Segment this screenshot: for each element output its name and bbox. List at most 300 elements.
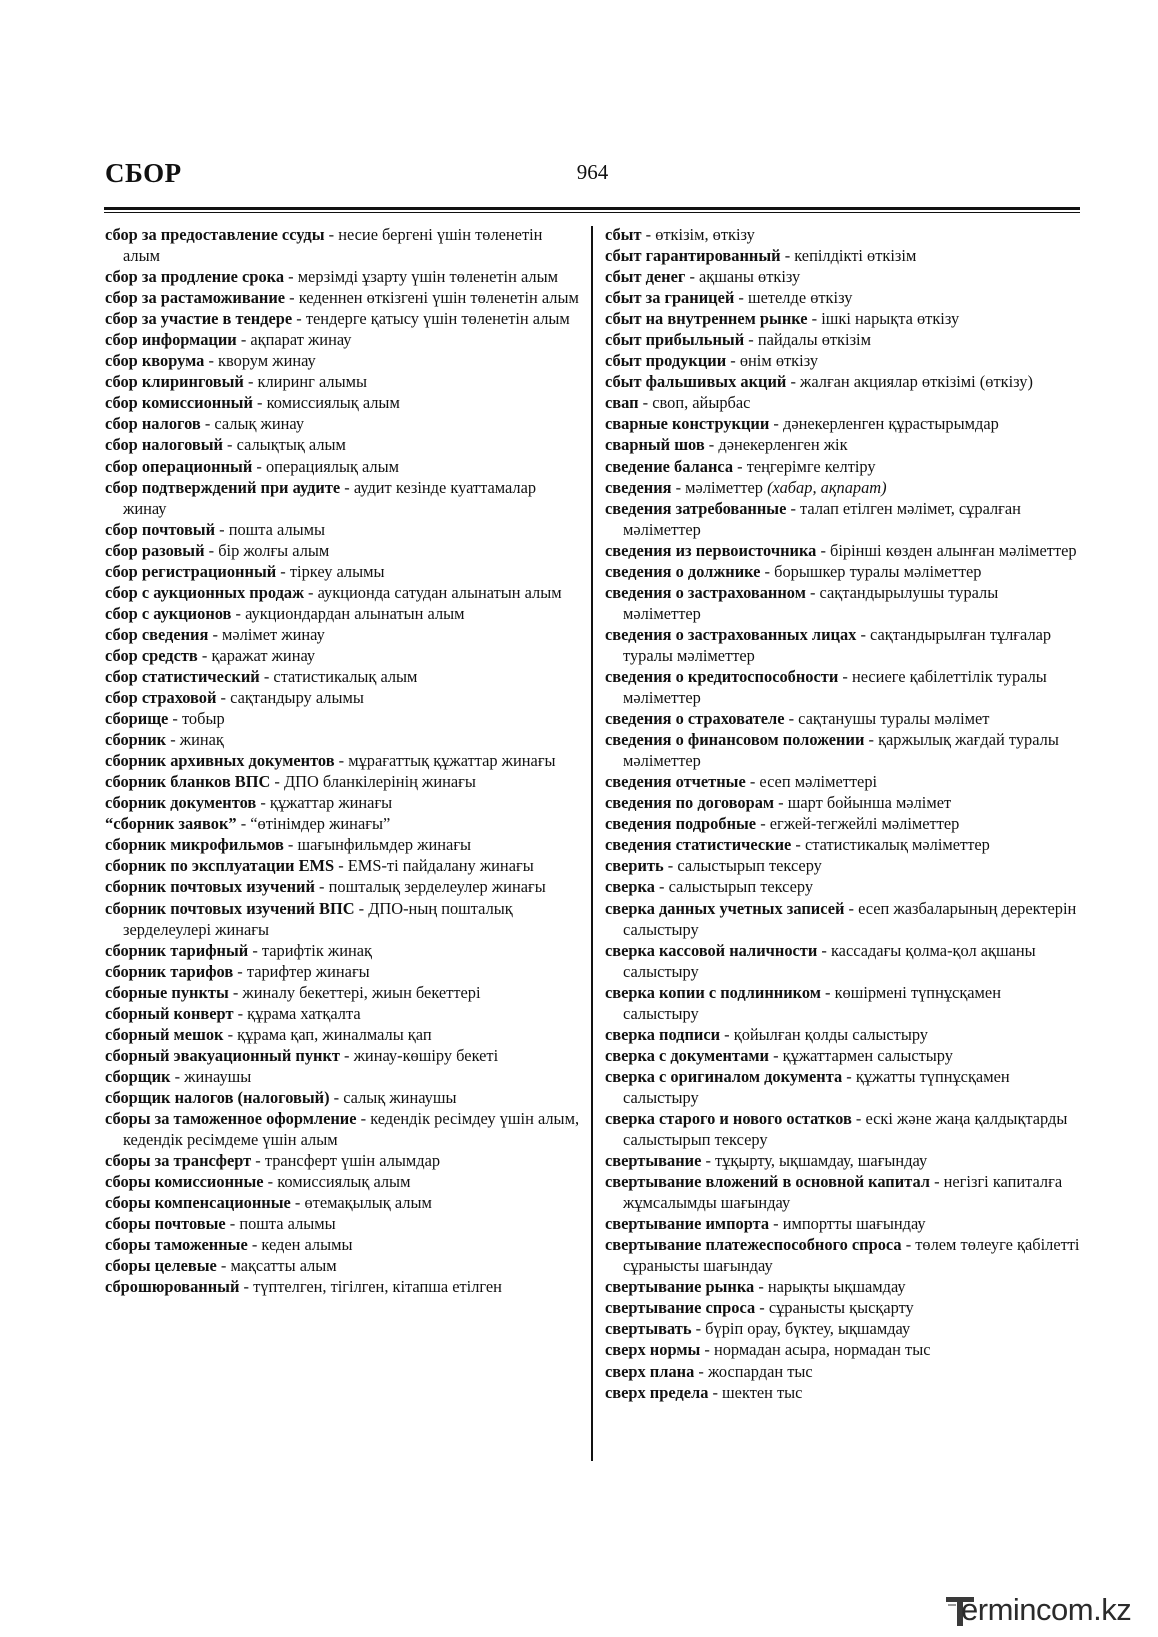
dictionary-entry: [105, 1276, 583, 1297]
entry-separator: -: [283, 835, 298, 855]
dictionary-entry: [105, 603, 583, 624]
entry-term: сборник тарифов: [105, 961, 234, 981]
dictionary-entry: [605, 1108, 1080, 1150]
entry-separator: -: [236, 330, 251, 350]
dictionary-entry: [105, 834, 583, 855]
entry-term: сбыт прибыльный: [605, 330, 745, 350]
entry-term: сведения: [605, 477, 672, 497]
entry-separator: -: [239, 1277, 254, 1297]
entry-definition: сақтанушы туралы мәлімет: [798, 709, 990, 729]
entry-term: сбор почтовый: [105, 519, 216, 539]
dictionary-entry: [605, 477, 1080, 498]
entry-term: сбор за растаможивание: [105, 288, 286, 308]
dictionary-entry: [605, 350, 1080, 371]
entry-term: сведения о финансовом положении: [605, 730, 865, 750]
dictionary-entry: [105, 540, 583, 561]
dictionary-entry: [605, 1297, 1080, 1318]
entry-separator: -: [734, 288, 748, 308]
dictionary-entry: [105, 1108, 583, 1150]
entry-separator: -: [744, 330, 758, 350]
entry-separator: -: [204, 540, 219, 560]
entry-term: сбор регистрационный: [105, 561, 277, 581]
entry-definition: кворум жинау: [218, 351, 316, 371]
entry-term: “сборник заявок”: [105, 814, 237, 834]
entry-term: сборы таможенные: [105, 1235, 248, 1255]
entry-separator: -: [838, 666, 852, 686]
entry-term: сбор подтверждений при аудите: [105, 477, 341, 497]
entry-term: сборные пункты: [105, 982, 229, 1002]
header-rule-thin: [104, 212, 1080, 213]
entry-separator: -: [216, 688, 231, 708]
entry-definition: құжаттармен салыстыру: [782, 1045, 953, 1065]
dictionary-entry: [105, 750, 583, 771]
dictionary-entry: [105, 1003, 583, 1024]
entry-term: сварный шов: [605, 435, 705, 455]
entry-definition: тұқырту, ықшамдау, шағындау: [715, 1151, 928, 1171]
entry-definition: құрама хатқалта: [247, 1003, 361, 1023]
page-number: 964: [576, 160, 609, 184]
entry-definition: төлем төлеуге қабілетті сұранысты шағындау: [623, 1235, 1080, 1276]
dictionary-entry: [605, 624, 1080, 666]
dictionary-entry: [105, 392, 583, 413]
entry-term: сбор с аукционов: [105, 603, 232, 623]
entry-term: сбор с аукционных продаж: [105, 582, 304, 602]
entry-term: сведения о застрахованном: [605, 582, 806, 602]
entry-separator: -: [204, 351, 219, 371]
entry-separator: -: [259, 666, 274, 686]
entry-separator: -: [851, 1108, 866, 1128]
entry-definition: пошта алымы: [228, 519, 326, 539]
dictionary-entry: [105, 624, 583, 645]
entry-term: сверка подписи: [605, 1024, 721, 1044]
entry-term: сбор сведения: [105, 624, 209, 644]
entry-separator: -: [233, 1003, 248, 1023]
entry-separator: -: [691, 1319, 706, 1339]
dictionary-entry: [105, 666, 583, 687]
entry-definition: трансферт үшін алымдар: [264, 1151, 441, 1171]
entry-term: сборник микрофильмов: [105, 835, 284, 855]
entry-separator: -: [929, 1172, 944, 1192]
entry-separator: -: [314, 877, 329, 897]
entry-separator: -: [654, 877, 669, 897]
entry-separator: -: [807, 309, 822, 329]
entry-term: сборище: [105, 709, 169, 729]
entry-term: сборник архивных документов: [105, 751, 335, 771]
dictionary-entry: [105, 413, 583, 434]
entry-definition: пошталық зерделеулер жинағы: [328, 877, 546, 897]
entry-definition: ішкі нарықта өткізу: [821, 309, 960, 329]
entry-separator: -: [820, 982, 835, 1002]
entry-definition: ақпарат жинау: [250, 330, 352, 350]
dictionary-entry: [105, 1024, 583, 1045]
entry-separator: -: [200, 414, 215, 434]
entry-separator: -: [225, 1214, 240, 1234]
entry-separator: -: [208, 624, 223, 644]
dictionary-entry: [105, 371, 583, 392]
entry-definition: егжей-тегжейлі мәліметтер: [769, 814, 960, 834]
entry-term: сбор статистический: [105, 666, 260, 686]
dictionary-entry: [105, 561, 583, 582]
entry-separator: -: [231, 603, 246, 623]
entry-separator: -: [170, 1066, 185, 1086]
entry-separator: -: [671, 477, 686, 497]
entry-separator: -: [769, 414, 783, 434]
entry-term: сборщик: [105, 1066, 171, 1086]
dictionary-entry: [105, 456, 583, 477]
entry-separator: -: [222, 435, 237, 455]
entry-separator: -: [816, 540, 831, 560]
entry-term: сбыт на внутреннем рынке: [605, 309, 808, 329]
entry-definition: пайдалы өткізім: [757, 330, 871, 350]
entry-separator: -: [340, 477, 354, 497]
entry-separator: -: [791, 835, 805, 855]
entry-term: сведения о должнике: [605, 561, 761, 581]
entry-term: сведения отчетные: [605, 772, 746, 792]
entry-definition: құрама қап, жиналмалы қап: [237, 1024, 432, 1044]
entry-separator: -: [168, 709, 182, 729]
entry-definition: кассадағы қолма-қол ақшаны салыстыру: [623, 940, 1036, 981]
entry-definition: аукционда сатудан алынатын алым: [317, 582, 562, 602]
dictionary-entry: [105, 477, 583, 519]
entry-separator: -: [292, 309, 306, 329]
entry-separator: -: [324, 225, 339, 244]
dictionary-entry: [605, 792, 1080, 813]
entry-term: сбор средств: [105, 645, 198, 665]
entry-term: сбыт денег: [605, 267, 686, 287]
entry-definition: мәліметтер: [685, 477, 768, 497]
entry-separator: -: [701, 1151, 716, 1171]
dictionary-entry: [105, 729, 583, 750]
entry-definition: көшірмені түпнұсқамен салыстыру: [623, 982, 1001, 1023]
entry-definition: есеп мәліметтері: [759, 772, 878, 792]
dictionary-entry: [605, 287, 1080, 308]
entry-term: свертывание платежеспособного спроса: [605, 1235, 902, 1255]
entry-term: сварные конструкции: [605, 414, 770, 434]
entry-term: сборный конверт: [105, 1003, 234, 1023]
dictionary-entry: [605, 266, 1080, 287]
dictionary-entry: [605, 1318, 1080, 1339]
dictionary-entry: [605, 1024, 1080, 1045]
dictionary-entry: [105, 645, 583, 666]
dictionary-entry: [605, 1276, 1080, 1297]
entry-separator: -: [252, 456, 266, 476]
entry-separator: -: [329, 1087, 344, 1107]
entry-definition: статистикалық мәліметтер: [804, 835, 990, 855]
entry-separator: -: [303, 582, 318, 602]
dictionary-entry: [605, 1066, 1080, 1108]
entry-separator: -: [339, 1045, 354, 1065]
entry-term: сбор налоговый: [105, 435, 223, 455]
entry-definition: салыстырып тексеру: [677, 856, 822, 876]
entry-separator: -: [236, 814, 251, 834]
entry-term: сборы за трансферт: [105, 1151, 252, 1171]
dictionary-entry: [605, 413, 1080, 434]
dictionary-entry: [105, 266, 583, 287]
dictionary-entry: [605, 834, 1080, 855]
entry-definition: бірінші көзден алынған мәліметтер: [830, 540, 1077, 560]
left-column: [105, 224, 583, 1297]
termincom-logo[interactable]: [945, 1592, 1145, 1632]
dictionary-entry: [105, 855, 583, 876]
entry-term: сброшюрованный: [105, 1277, 240, 1297]
entry-definition: жиналу бекеттері, жиын бекеттері: [242, 982, 481, 1002]
entry-term: сведения о кредитоспособности: [605, 666, 839, 686]
dictionary-entry: [105, 708, 583, 729]
entry-definition: сұранысты қысқарту: [768, 1298, 914, 1318]
entry-definition: негізгі капиталға жұмсалымды шағындау: [623, 1172, 1063, 1213]
entry-term: сборник тарифный: [105, 940, 249, 960]
entry-separator: -: [805, 582, 820, 602]
entry-definition: шарт бойынша мәлімет: [787, 793, 952, 813]
entry-definition: ақшаны өткізу: [699, 267, 801, 287]
dictionary-entry: [105, 308, 583, 329]
entry-definition: жинау-көшіру бекеті: [353, 1045, 499, 1065]
entry-term: сборник по эксплуатации EMS: [105, 856, 335, 876]
dictionary-entry: [105, 350, 583, 371]
entry-separator: -: [197, 645, 212, 665]
dictionary-entry: [605, 371, 1080, 392]
dictionary-entry: [605, 392, 1080, 413]
dictionary-entry: [605, 898, 1080, 940]
dictionary-entry: [605, 308, 1080, 329]
dictionary-entry: [605, 1382, 1080, 1403]
entry-note: (хабар, ақпарат): [767, 477, 887, 497]
entry-definition: кедендік ресімдеу үшін алым, кедендік ресімдеме үшін алым: [123, 1108, 580, 1150]
dictionary-entry: [105, 687, 583, 708]
entry-separator: -: [166, 730, 180, 750]
entry-term: сбыт гарантированный: [605, 246, 781, 266]
entry-separator: -: [694, 1361, 708, 1381]
entry-term: сверка кассовой наличности: [605, 940, 818, 960]
entry-definition: несие бергені үшін төленетін алым: [123, 225, 543, 266]
entry-term: сборник почтовых изучений: [105, 877, 315, 897]
entry-definition: мақсатты алым: [230, 1256, 337, 1276]
column-divider: [591, 226, 593, 1461]
entry-definition: құжатты түпнұсқамен салыстыру: [623, 1066, 1010, 1107]
right-column: [605, 224, 1080, 1403]
dictionary-entry: [105, 1087, 583, 1108]
entry-definition: тарифтер жинағы: [246, 961, 370, 981]
header-rule-thick: [104, 207, 1080, 210]
entry-separator: -: [864, 730, 879, 750]
entry-separator: -: [726, 351, 740, 371]
entry-term: свертывание рынка: [605, 1277, 755, 1297]
entry-definition: EMS-ті пайдалану жинағы: [347, 856, 534, 876]
entry-definition: дәнекерленген жік: [718, 435, 848, 455]
entry-definition: комиссиялық алым: [266, 393, 400, 413]
entry-separator: -: [774, 793, 788, 813]
logo-text: ermincom.kz: [961, 1592, 1132, 1627]
dictionary-entry: [605, 1361, 1080, 1382]
entry-term: сбыт продукции: [605, 351, 727, 371]
entry-term: сборы почтовые: [105, 1214, 226, 1234]
entry-separator: -: [248, 940, 262, 960]
entry-definition: талап етілген мәлімет, сұралған мәліметтер: [623, 498, 1021, 539]
entry-separator: -: [784, 709, 799, 729]
entry-term: сверка данных учетных записей: [605, 898, 845, 918]
entry-separator: -: [769, 1214, 783, 1234]
entry-definition: пошта алымы: [239, 1214, 336, 1234]
entry-separator: -: [700, 1340, 714, 1360]
entry-definition: шектен тыс: [722, 1382, 803, 1402]
entry-separator: -: [354, 898, 369, 918]
entry-definition: теңгерімге келтіру: [746, 456, 876, 476]
dictionary-entry: [105, 876, 583, 897]
entry-definition: кеденнен өткізгені үшін төленетін алым: [298, 288, 579, 308]
entry-separator: -: [251, 1151, 265, 1171]
dictionary-entry: [105, 940, 583, 961]
page-header-word: СБОР: [105, 158, 182, 188]
entry-separator: -: [755, 1298, 769, 1318]
entry-term: сведения статистические: [605, 835, 792, 855]
entry-term: сбыт: [605, 225, 642, 244]
entry-separator: -: [844, 898, 859, 918]
entry-definition: салықтық алым: [236, 435, 346, 455]
entry-term: свертывать: [605, 1319, 692, 1339]
dictionary-entry: [605, 1339, 1080, 1360]
entry-term: сверка с оригиналом документа: [605, 1066, 843, 1086]
entry-term: сборы комиссионные: [105, 1172, 264, 1192]
dictionary-entry: [105, 1255, 583, 1276]
entry-definition: есеп жазбаларының деректерін салыстыру: [623, 898, 1077, 939]
dictionary-entry: [605, 708, 1080, 729]
entry-term: свертывание вложений в основной капитал: [605, 1172, 930, 1192]
entry-definition: кепілдікті өткізім: [794, 246, 917, 266]
entry-definition: құжаттар жинағы: [269, 793, 393, 813]
entry-definition: өткізім, өткізу: [655, 225, 755, 244]
dictionary-entry: [105, 1066, 583, 1087]
entry-term: сборный эвакуационный пункт: [105, 1045, 340, 1065]
entry-term: сбор страховой: [105, 688, 217, 708]
entry-separator: -: [760, 561, 775, 581]
entry-term: свертывание импорта: [605, 1214, 770, 1234]
entry-term: сверка: [605, 877, 655, 897]
dictionary-entry: [605, 666, 1080, 708]
entry-definition: комиссиялық алым: [277, 1172, 411, 1192]
entry-definition: клиринг алымы: [257, 372, 367, 392]
entry-term: сбор кворума: [105, 351, 205, 371]
dictionary-entry: [605, 224, 1080, 245]
entry-definition: статистикалық алым: [273, 666, 418, 686]
entry-term: сбыт фальшивых акций: [605, 372, 787, 392]
entry-term: сборник бланков ВПС: [105, 772, 271, 792]
dictionary-entry: [105, 582, 583, 603]
entry-definition: қаржылық жағдай туралы мәліметтер: [623, 730, 1059, 771]
entry-separator: -: [270, 772, 284, 792]
entry-term: сбор комиссионный: [105, 393, 253, 413]
entry-separator: -: [817, 940, 831, 960]
entry-definition: тарифтік жинақ: [261, 940, 372, 960]
entry-term: сверка копии с подлинником: [605, 982, 821, 1002]
dictionary-entry: [605, 582, 1080, 624]
dictionary-entry: [105, 519, 583, 540]
entry-term: сведения затребованные: [605, 498, 787, 518]
entry-definition: жоспардан тыс: [707, 1361, 813, 1381]
dictionary-entry: [605, 456, 1080, 477]
entry-definition: жинақ: [179, 730, 224, 750]
entry-separator: -: [638, 393, 653, 413]
entry-term: сборщик налогов (налоговый): [105, 1087, 330, 1107]
entry-separator: -: [263, 1172, 278, 1192]
entry-definition: мұрағаттық құжаттар жинағы: [348, 751, 556, 771]
entry-definition: шетелде өткізу: [747, 288, 853, 308]
entry-definition: салық жинаушы: [343, 1087, 457, 1107]
entry-separator: -: [754, 1277, 768, 1297]
dictionary-entry: [105, 1171, 583, 1192]
entry-separator: -: [856, 624, 871, 644]
entry-definition: тіркеу алымы: [289, 561, 385, 581]
entry-term: сверх предела: [605, 1382, 709, 1402]
entry-term: сбор налогов: [105, 414, 201, 434]
entry-definition: сақтандырылушы туралы мәліметтер: [623, 582, 999, 623]
dictionary-entry: [605, 876, 1080, 897]
entry-term: сборник: [105, 730, 167, 750]
dictionary-entry: [605, 434, 1080, 455]
entry-definition: қаражат жинау: [211, 645, 316, 665]
dictionary-entry: [605, 982, 1080, 1024]
entry-definition: дәнекерленген құрастырымдар: [782, 414, 999, 434]
entry-separator: -: [290, 1193, 305, 1213]
entry-separator: -: [276, 561, 290, 581]
dictionary-entry: [105, 1150, 583, 1171]
dictionary-entry: [605, 771, 1080, 792]
entry-definition: импортты шағындау: [782, 1214, 926, 1234]
entry-definition: тендерге қатысу үшін төленетін алым: [305, 309, 570, 329]
entry-term: сведения из первоисточника: [605, 540, 817, 560]
entry-separator: -: [685, 267, 700, 287]
entry-separator: -: [786, 372, 801, 392]
entry-separator: -: [720, 1024, 734, 1044]
entry-definition: өтемақылық алым: [304, 1193, 432, 1213]
entry-term: сборник почтовых изучений ВПС: [105, 898, 355, 918]
entry-definition: нарықты ықшамдау: [767, 1277, 906, 1297]
entry-separator: -: [769, 1045, 783, 1065]
entry-separator: -: [356, 1108, 371, 1128]
entry-definition: своп, айырбас: [652, 393, 751, 413]
entry-definition: салыстырып тексеру: [668, 877, 814, 897]
entry-definition: сақтандыру алымы: [230, 688, 364, 708]
entry-term: свертывание спроса: [605, 1298, 756, 1318]
dictionary-entry: [605, 498, 1080, 540]
entry-separator: -: [901, 1235, 916, 1255]
entry-term: сверх нормы: [605, 1340, 701, 1360]
entry-separator: -: [256, 793, 270, 813]
dictionary-entry: [605, 540, 1080, 561]
dictionary-entry: [105, 1045, 583, 1066]
entry-definition: аудит кезінде куаттамалар жинау: [123, 477, 537, 518]
entry-separator: -: [334, 751, 349, 771]
dictionary-entry: [105, 982, 583, 1003]
entry-term: сбор за участие в тендере: [105, 309, 293, 329]
entry-definition: бір жолғы алым: [218, 540, 330, 560]
dictionary-entry: [105, 434, 583, 455]
entry-definition: ДПО-ның пошталық зерделеулері жинағы: [123, 898, 513, 939]
entry-separator: -: [216, 1256, 231, 1276]
dictionary-entry: [105, 792, 583, 813]
entry-separator: -: [733, 456, 747, 476]
entry-separator: -: [745, 772, 760, 792]
entry-term: сборы за таможенное оформление: [105, 1108, 357, 1128]
entry-separator: -: [223, 1024, 238, 1044]
entry-separator: -: [233, 961, 247, 981]
dictionary-entry: [105, 898, 583, 940]
dictionary-entry: [605, 1150, 1080, 1171]
entry-term: свап: [605, 393, 639, 413]
entry-definition: салық жинау: [214, 414, 305, 434]
entry-term: сбыт за границей: [605, 288, 735, 308]
entry-definition: өнім өткізу: [739, 351, 819, 371]
dictionary-entry: [105, 1234, 583, 1255]
